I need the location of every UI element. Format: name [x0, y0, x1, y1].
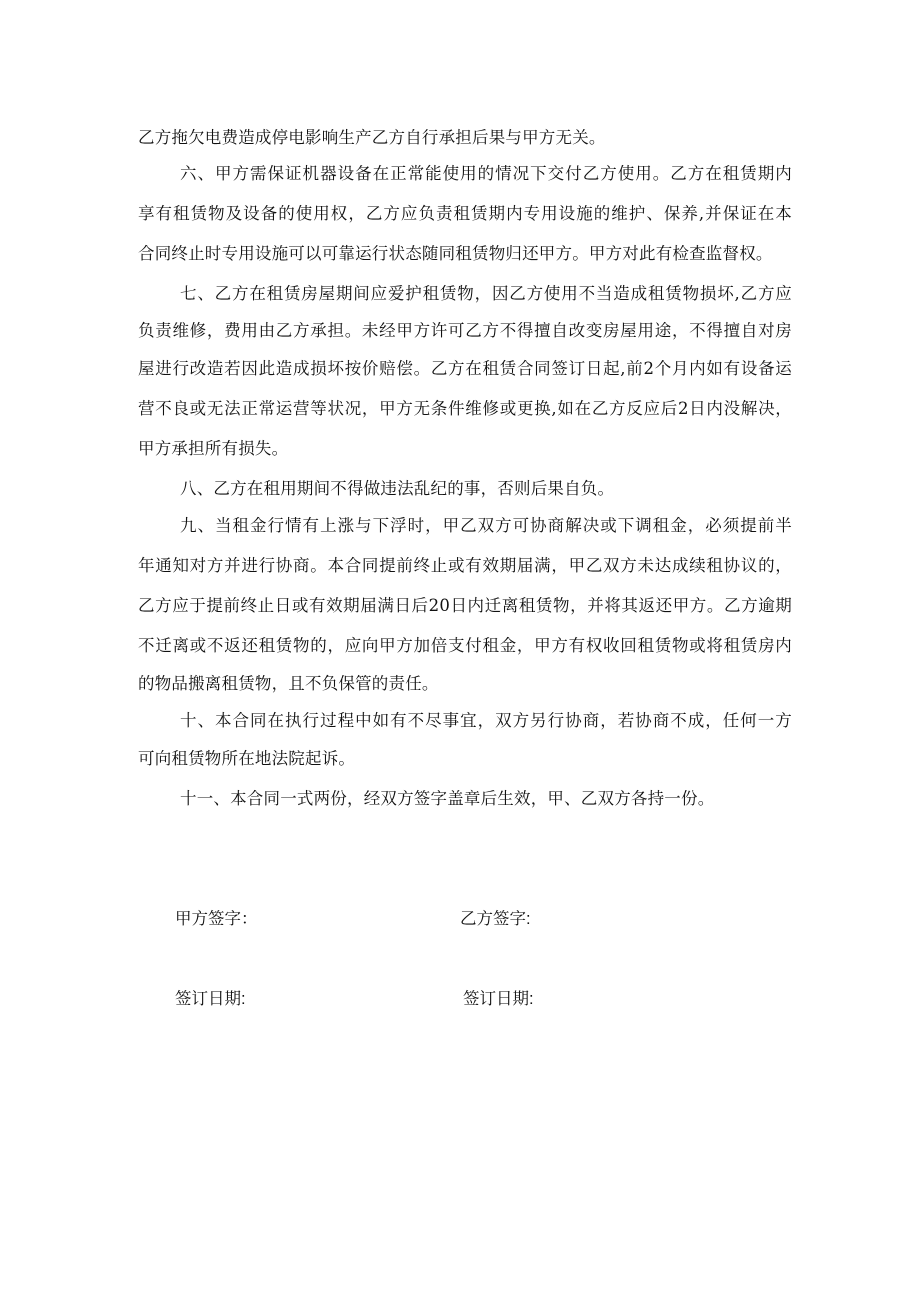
- party-a-signature-label: 甲方签字：: [175, 910, 258, 928]
- clause-7-line-3: 屋进行改造若因此造成损坏按价赔偿。乙方在租赁合同签订日起,前2个月内如有设备运: [138, 359, 792, 378]
- clause-9-line-2: 年通知对方并进行协商。本合同提前终止或有效期届满，甲乙双方未达成续租协议的，: [138, 556, 792, 575]
- party-a-date-label: 签订日期:: [175, 990, 246, 1008]
- clause-11-line-1: 十一、本合同一式两份，经双方签字盖章后生效，甲、乙双方各持一份。: [180, 789, 715, 808]
- paragraph-continuation-line: 乙方拖欠电费造成停电影响生产乙方自行承担后果与甲方无关。: [138, 128, 606, 147]
- clause-6-line-1: 六、甲方需保证机器设备在正常能使用的情况下交付乙方使用。乙方在租赁期内: [180, 164, 792, 183]
- party-b-date-label: 签订日期:: [463, 990, 534, 1008]
- clause-7-line-5: 甲方承担所有损失。: [138, 439, 289, 458]
- clause-6-line-2: 享有租赁物及设备的使用权，乙方应负责租赁期内专用设施的维护、保养,并保证在本: [138, 204, 792, 223]
- clause-7-line-4: 营不良或无法正常运营等状况，甲方无条件维修或更换,如在乙方反应后2日内没解决，: [138, 399, 792, 418]
- clause-10-line-2: 可向租赁物所在地法院起诉。: [138, 749, 356, 768]
- clause-9-line-5: 的物品搬离租赁物，且不负保管的责任。: [138, 674, 439, 693]
- clause-6-line-3: 合同终止时专用设施可以可靠运行状态随同租赁物归还甲方。甲方对此有检查监督权。: [138, 244, 773, 263]
- party-b-signature-label: 乙方签字:: [460, 910, 531, 928]
- clause-8-line-1: 八、乙方在租用期间不得做违法乱纪的事，否则后果自负。: [180, 479, 615, 498]
- clause-9-line-1: 九、当租金行情有上涨与下浮时，甲乙双方可协商解决或下调租金，必须提前半: [180, 516, 792, 535]
- clause-7-line-1: 七、乙方在租赁房屋期间应爱护租赁物，因乙方使用不当造成租赁物损坏,乙方应: [180, 284, 792, 303]
- clause-9-line-4: 不迁离或不返还租赁物的，应向甲方加倍支付租金，甲方有权收回租赁物或将租赁房内: [138, 636, 792, 655]
- clause-10-line-1: 十、本合同在执行过程中如有不尽事宜，双方另行协商，若协商不成，任何一方: [180, 711, 792, 730]
- clause-9-line-3: 乙方应于提前终止日或有效期届满日后20日内迁离租赁物，并将其返还甲方。乙方逾期: [138, 596, 792, 615]
- clause-7-line-2: 负责维修，费用由乙方承担。未经甲方许可乙方不得擅自改变房屋用途，不得擅自对房: [138, 321, 792, 340]
